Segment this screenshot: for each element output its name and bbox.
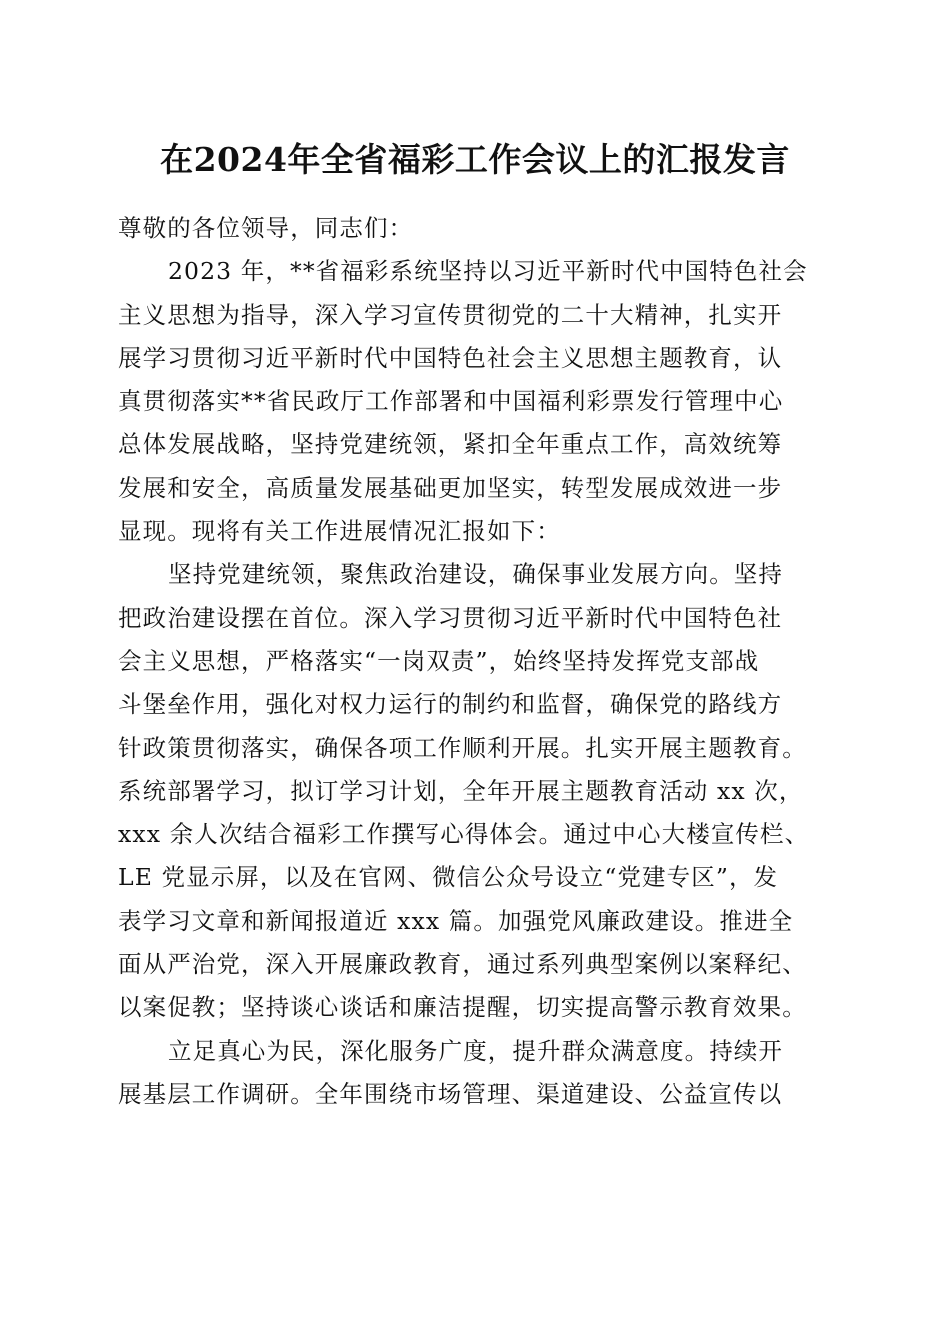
paragraph-line: 面从严治党，深入开展廉政教育，通过系列典型案例以案释纪、	[118, 950, 807, 979]
paragraph-line: 会主义思想，严格落实“一岗双责”，始终坚持发挥党支部战	[118, 646, 760, 675]
salutation-line: 尊敬的各位领导，同志们：	[118, 214, 414, 242]
paragraph-line: xxx 余人次结合福彩工作撰写心得体会。通过中心大楼宣传栏、	[118, 820, 810, 849]
paragraph-line: 针政策贯彻落实，确保各项工作顺利开展。扎实开展主题教育。	[118, 733, 807, 762]
paragraph-line: 真贯彻落实**省民政厅工作部署和中国福利彩票发行管理中心	[118, 387, 784, 416]
document-body	[118, 207, 830, 1116]
paragraph-line: 以案促教；坚持谈心谈话和廉洁提醒，切实提高警示教育效果。	[118, 993, 807, 1022]
paragraph-line: 展基层工作调研。全年围绕市场管理、渠道建设、公益宣传以	[118, 1079, 783, 1108]
paragraph-line: 斗堡垒作用，强化对权力运行的制约和监督，确保党的路线方	[118, 690, 783, 719]
paragraph-line: 表学习文章和新闻报道近 xxx 篇。加强党风廉政建设。推进全	[118, 906, 794, 935]
paragraph-line: 把政治建设摆在首位。深入学习贯彻习近平新时代中国特色社	[118, 603, 783, 632]
paragraph-line: LE 党显示屏，以及在官网、微信公众号设立“党建专区”，发	[118, 863, 779, 892]
paragraph-line: 总体发展战略，坚持党建统领，紧扣全年重点工作，高效统筹	[118, 430, 783, 459]
paragraph-line: 主义思想为指导，深入学习宣传贯彻党的二十大精神，扎实开	[118, 300, 783, 329]
paragraph-line: 展学习贯彻习近平新时代中国特色社会主义思想主题教育，认	[118, 343, 783, 372]
document-title: 在2024年全省福彩工作会议上的汇报发言	[160, 140, 790, 179]
paragraph-line: 2023 年，**省福彩系统坚持以习近平新时代中国特色社会	[168, 257, 808, 286]
paragraph-line: 坚持党建统领，聚焦政治建设，确保事业发展方向。坚持	[168, 560, 783, 589]
paragraph-line: 立足真心为民，深化服务广度，提升群众满意度。持续开	[168, 1036, 783, 1065]
paragraph-line: 系统部署学习，拟订学习计划，全年开展主题教育活动 xx 次，	[118, 776, 804, 805]
paragraph-line: 发展和安全，高质量发展基础更加坚实，转型发展成效进一步	[118, 473, 783, 502]
paragraph-line: 显现。现将有关工作进展情况汇报如下：	[118, 517, 561, 546]
